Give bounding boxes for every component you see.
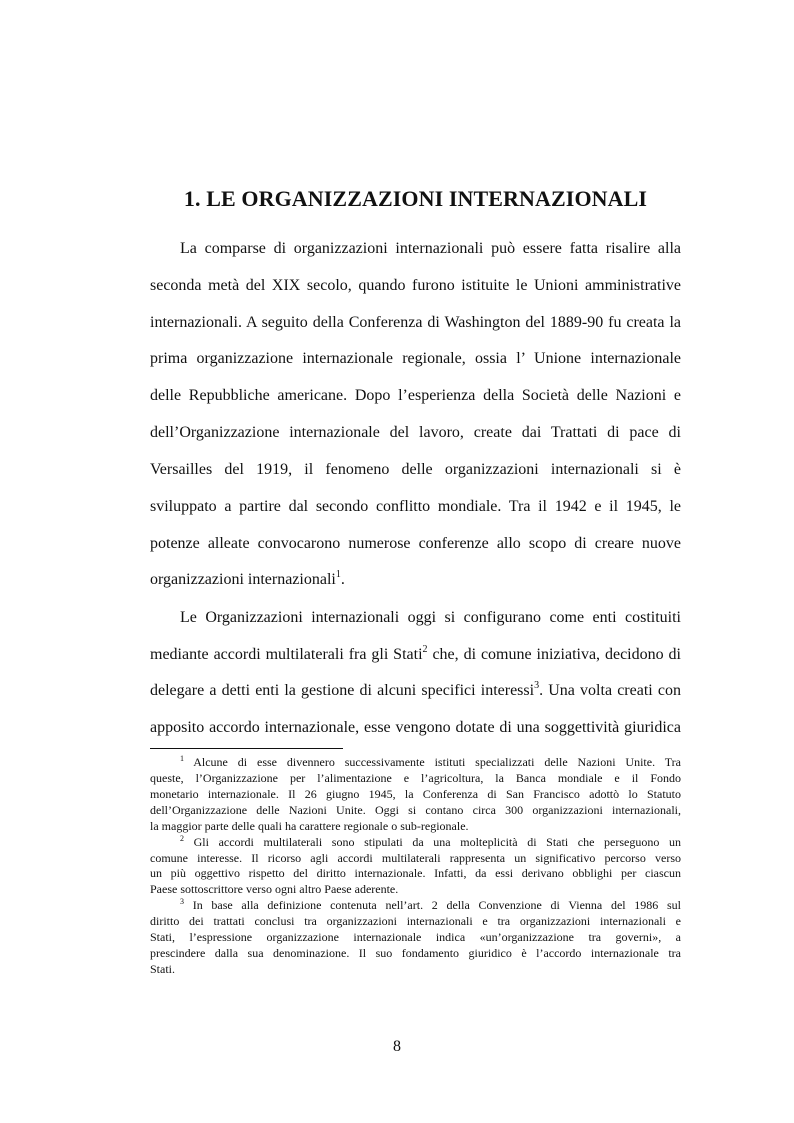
footnote-1-line: monetario internazionale. Il 26 giugno 1945, la Conferenza di San Francisco adottò lo Statuto: [150, 787, 681, 801]
paragraph-line: [150, 681, 681, 703]
footnote-1-line: dell’Organizzazione delle Nazioni Unite. Oggi si contano circa 300 organizzazioni internazionali,: [150, 803, 681, 817]
footnote-ref-1[interactable]: 1: [335, 569, 341, 580]
footnote-3-line: Stati.: [150, 962, 176, 976]
paragraph-line: sviluppato a partire dal secondo conflitto mondiale. Tra il 1942 e il 1945, le: [150, 498, 681, 515]
footnote-text: Alcune di esse divennero successivamente istituti specializzati delle Nazioni Unite. Tra: [193, 755, 681, 769]
footnote-text: Gli accordi multilaterali sono stipulati da una molteplicità di Stati che perseguono un: [193, 835, 681, 849]
paragraph-line: [150, 570, 681, 592]
chapter-heading: 1. LE ORGANIZZAZIONI INTERNAZIONALI: [183, 186, 648, 211]
footnote-2-line: [150, 835, 681, 851]
paragraph-line: apposito accordo internazionale, esse vengono dotate di una soggettività giuridica: [150, 719, 681, 736]
page-number: 8: [393, 1038, 401, 1055]
footnote-2-line: comune interesse. Il ricorso agli accordi multilaterali rappresenta un significativo percorso verso: [150, 851, 681, 865]
footnote-2-line: un più oggettivo rispetto del diritto internazionale. Infatti, da essi derivano obblighi per ciascun: [150, 866, 681, 880]
footnote-text: In base alla definizione contenuta nell’art. 2 della Convenzione di Vienna del 1986 sul: [192, 898, 681, 912]
paragraph-text: . Una volta creati con: [539, 682, 681, 699]
footnote-2-line: Paese sottoscrittore verso ogni altro Paese aderente.: [150, 882, 399, 896]
paragraph-text: che, di comune iniziativa, decidono di: [427, 646, 682, 663]
paragraph-line: internazionali. A seguito della Conferenza di Washington del 1889-90 fu creata la: [150, 314, 681, 331]
paragraph-text: delegare a detti enti la gestione di alcuni specifici interessi: [150, 682, 535, 699]
footnote-1-line: la maggior parte delle quali ha carattere regionale o sub-regionale.: [150, 819, 469, 833]
paragraph-line: La comparse di organizzazioni internazionali può essere fatta risalire alla: [180, 240, 681, 257]
footnote-3-line: [150, 898, 681, 914]
paragraph-line: Versailles del 1919, il fenomeno delle organizzazioni internazionali si è: [150, 461, 681, 478]
footnote-number: 3: [180, 897, 184, 906]
paragraph-text: .: [340, 571, 345, 588]
footnote-3-line: prescindere dalla sua denominazione. Il suo fondamento giuridico è l’accordo internazionale tra: [150, 946, 681, 960]
footnote-number: 1: [180, 754, 184, 763]
paragraph-line: prima organizzazione internazionale regionale, ossia l’ Unione internazionale: [150, 350, 681, 367]
footnote-3-line: Stati, l’espressione organizzazione internazionale indica «un’organizzazione tra governi», a: [150, 930, 681, 944]
paragraph-line: dell’Organizzazione internazionale del lavoro, create dai Trattati di pace di: [150, 424, 681, 441]
footnote-number: 2: [180, 834, 184, 843]
paragraph-line: [150, 645, 681, 667]
paragraph-line: Le Organizzazioni internazionali oggi si configurano come enti costituiti: [180, 609, 681, 626]
paragraph-text: organizzazioni internazionali: [150, 571, 336, 588]
footnote-1-line: queste, l’Organizzazione per l’alimentazione e l’agricoltura, la Banca mondiale e il Fondo: [150, 771, 681, 785]
paragraph-line: potenze alleate convocarono numerose conferenze allo scopo di creare nuove: [150, 535, 681, 552]
footnote-divider: [150, 748, 343, 749]
footnote-ref-2[interactable]: 2: [422, 644, 428, 655]
paragraph-line: delle Repubbliche americane. Dopo l’esperienza della Società delle Nazioni e: [150, 387, 681, 404]
footnote-ref-3[interactable]: 3: [534, 680, 540, 691]
paragraph-text: mediante accordi multilaterali fra gli Stati: [150, 646, 423, 663]
footnote-1-line: [150, 755, 681, 771]
paragraph-line: seconda metà del XIX secolo, quando furono istituite le Unioni amministrative: [150, 277, 681, 294]
footnote-3-line: diritto dei trattati conclusi tra organizzazioni internazionali e tra organizzazioni internazionali e: [150, 914, 681, 928]
